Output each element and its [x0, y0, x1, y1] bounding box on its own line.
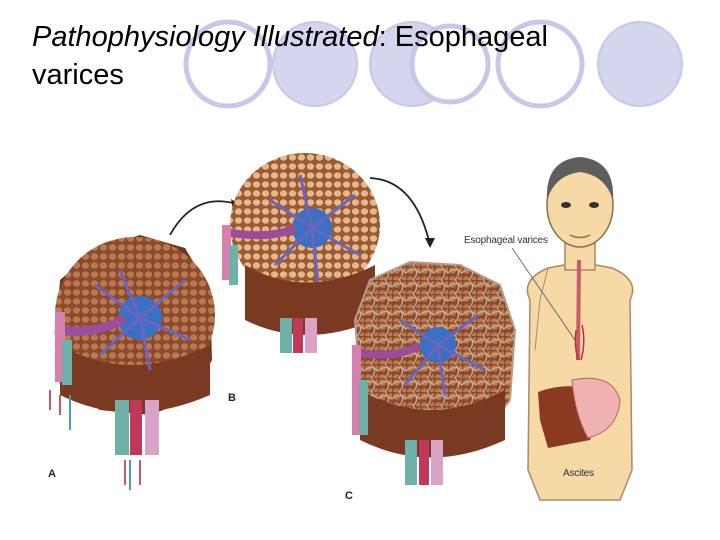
slide-title-italic: Pathophysiology Illustrated — [32, 21, 379, 53]
annotation-ascites: Ascites — [563, 468, 594, 479]
liver-lobule-a — [50, 235, 215, 490]
slide-title-rest: : Esophageal varices — [32, 21, 548, 91]
panel-label-c: C — [345, 490, 353, 502]
human-figure — [512, 157, 633, 500]
esophageal-varices-illustration — [0, 140, 720, 540]
panel-label-a: A — [48, 468, 56, 480]
liver-lobule-c-cirrhotic — [352, 262, 515, 485]
panel-label-b: B — [228, 392, 236, 404]
annotation-esophageal-varices: Esophageal varices — [464, 235, 548, 246]
slide-title — [32, 18, 592, 94]
